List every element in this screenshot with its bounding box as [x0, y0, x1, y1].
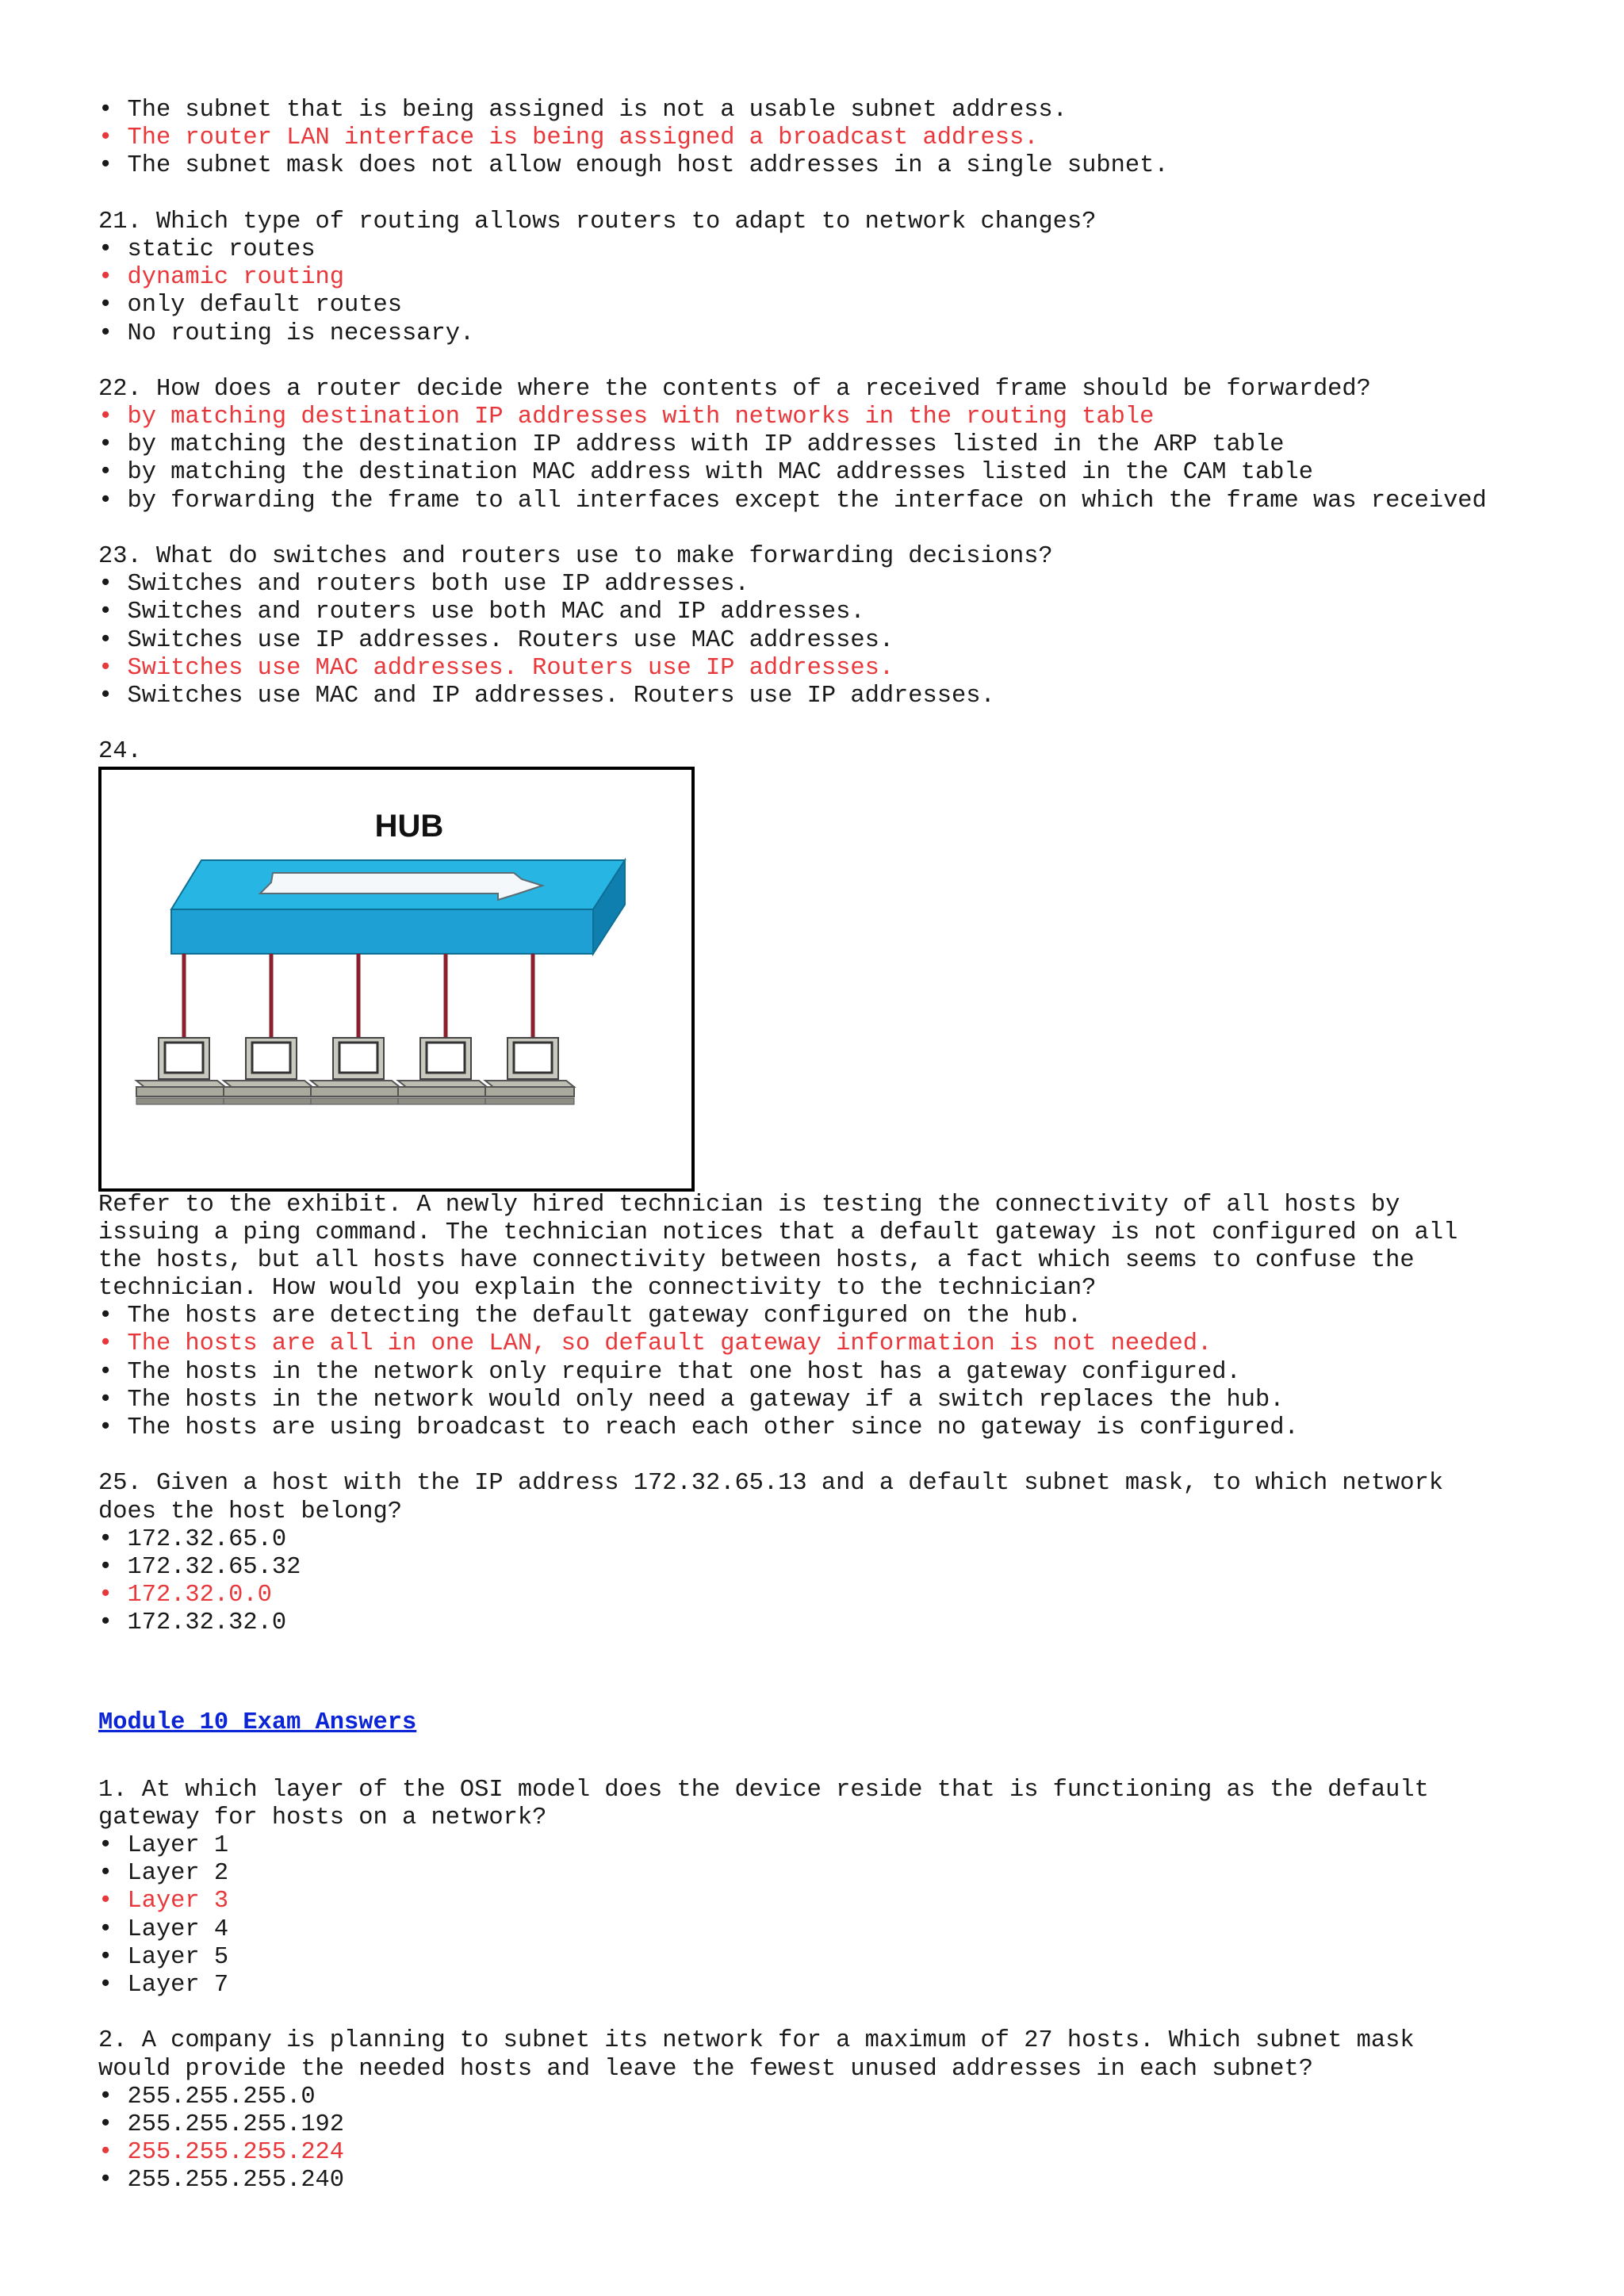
module10-question-1	[98, 1777, 1573, 2000]
question-text: would provide the needed hosts and leave the fewest unused addresses in each subnet?	[98, 2055, 1313, 2083]
question-22	[98, 376, 1573, 515]
question-text: 25. Given a host with the IP address 172.32.65.13 and a default subnet mask, to which network	[98, 1470, 1444, 1498]
option-correct: • Switches use MAC addresses. Routers use IP addresses.	[98, 654, 894, 682]
option: • by matching the destination MAC address with MAC addresses listed in the CAM table	[98, 459, 1313, 487]
option-correct: • The hosts are all in one LAN, so default gateway information is not needed.	[98, 1330, 1212, 1358]
question-text: does the host belong?	[98, 1498, 402, 1525]
option: • Switches and routers both use IP addresses.	[98, 571, 749, 599]
hub-diagram	[102, 770, 691, 1188]
option-correct: • 172.32.0.0	[98, 1582, 272, 1609]
hub-icon	[171, 860, 625, 954]
exam-document	[98, 97, 1573, 2195]
question-25	[98, 1470, 1573, 1637]
question-text: 21. Which type of routing allows routers to adapt to network changes?	[98, 208, 1097, 235]
option: • Layer 4	[98, 1915, 229, 1943]
question-text: technician. How would you explain the connectivity to the technician?	[98, 1275, 1097, 1303]
option: • Switches use IP addresses. Routers use MAC addresses.	[98, 626, 894, 654]
host-computer-icon	[311, 954, 400, 1104]
option: • Layer 5	[98, 1943, 229, 1971]
option: • The hosts are using broadcast to reach each other since no gateway is configured.	[98, 1414, 1299, 1441]
option: • 255.255.255.0	[98, 2083, 316, 2110]
option: • The hosts in the network only require that one host has a gateway configured.	[98, 1358, 1241, 1386]
question-text: 2. A company is planning to subnet its network for a maximum of 27 hosts. Which subnet mask	[98, 2027, 1415, 2055]
question-text: the hosts, but all hosts have connectivity between hosts, a fact which seems to confuse the	[98, 1246, 1415, 1274]
question-text: Refer to the exhibit. A newly hired technician is testing the connectivity of all hosts by	[98, 1191, 1400, 1219]
option-correct: • Layer 3	[98, 1888, 229, 1915]
option: • The hosts in the network would only need a gateway if a switch replaces the hub.	[98, 1386, 1285, 1414]
option: • static routes	[98, 235, 316, 263]
option: • Layer 7	[98, 1972, 229, 1999]
q20-options	[98, 97, 1573, 181]
question-text: 1. At which layer of the OSI model does the device reside that is functioning as the default	[98, 1776, 1429, 1804]
hub-exhibit	[98, 767, 695, 1192]
option: • 255.255.255.192	[98, 2110, 345, 2138]
option: • No routing is necessary.	[98, 320, 475, 347]
module10-question-2	[98, 2027, 1573, 2195]
option: • 172.32.32.0	[98, 1609, 287, 1637]
question-24	[98, 738, 1573, 1442]
option-correct: • The router LAN interface is being assigned a broadcast address.	[98, 124, 1039, 152]
option-correct: • by matching destination IP addresses with networks in the routing table	[98, 404, 1155, 431]
option: • 255.255.255.240	[98, 2167, 345, 2195]
question-text: 22. How does a router decide where the contents of a received frame should be forwarded?	[98, 375, 1371, 403]
hosts-group	[136, 954, 574, 1104]
host-computer-icon	[136, 954, 225, 1104]
question-text: 23. What do switches and routers use to make forwarding decisions?	[98, 543, 1053, 570]
option-correct: • 255.255.255.224	[98, 2139, 345, 2167]
option: • The hosts are detecting the default gateway configured on the hub.	[98, 1303, 1082, 1330]
host-computer-icon	[398, 954, 487, 1104]
option: • by matching the destination IP address with IP addresses listed in the ARP table	[98, 431, 1285, 459]
question-text: gateway for hosts on a network?	[98, 1804, 547, 1831]
option: • by forwarding the frame to all interfaces except the interface on which the frame was received	[98, 487, 1487, 515]
option: • Layer 2	[98, 1860, 229, 1888]
host-computer-icon	[224, 954, 312, 1104]
question-text: issuing a ping command. The technician notices that a default gateway is not configured on all	[98, 1219, 1458, 1246]
option: • 172.32.65.0	[98, 1525, 287, 1553]
option: • Switches and routers use both MAC and IP addresses.	[98, 599, 865, 626]
option: • Layer 1	[98, 1832, 229, 1860]
hub-label: HUB	[374, 808, 444, 844]
module-10-link[interactable]: Module 10 Exam Answers	[98, 1709, 417, 1736]
option: • The subnet mask does not allow enough host addresses in a single subnet.	[98, 152, 1169, 180]
option: • only default routes	[98, 292, 402, 320]
option: • 172.32.65.32	[98, 1553, 301, 1581]
question-number: 24.	[98, 738, 142, 766]
option: • Switches use MAC and IP addresses. Routers use IP addresses.	[98, 682, 995, 710]
question-23	[98, 543, 1573, 710]
host-computer-icon	[485, 954, 574, 1104]
option: • The subnet that is being assigned is not a usable subnet address.	[98, 97, 1067, 124]
option-correct: • dynamic routing	[98, 264, 345, 292]
question-21	[98, 209, 1573, 348]
